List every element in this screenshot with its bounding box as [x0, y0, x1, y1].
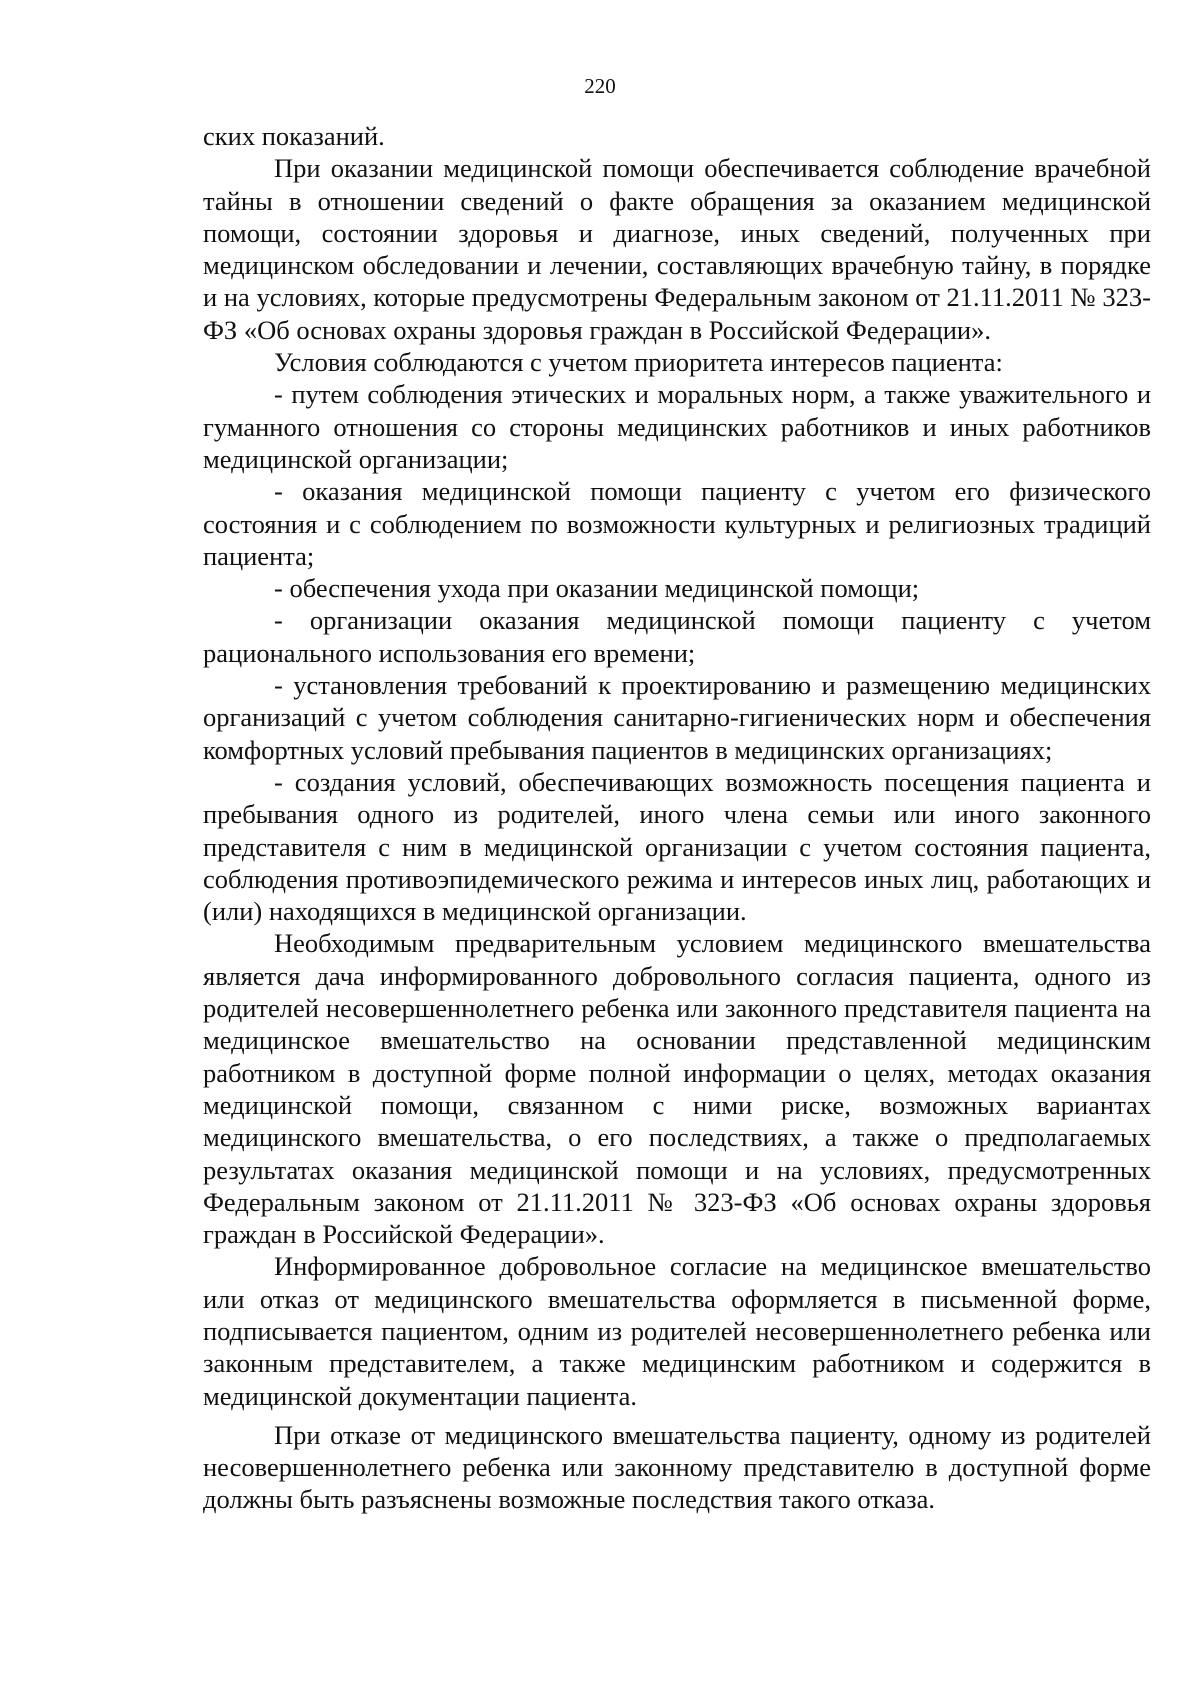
- paragraph-consent-form: Информированное добровольное согласие на медицинское вмешательство или отказ от медицинского вмешательства оформляется в письменной форме, подписывается пациентом, одним из родителей несовершеннолетнего ребенка или законным представителем, а также медицинским работником и содержится в медицинской документации пациента.: [203, 1251, 1151, 1411]
- list-item-design-requirements: - установления требований к проектированию и размещению медицинских организаций с учетом соблюдения санитарно-гигиенических норм и обеспечения комфортных условий пребывания пациентов в медицинских организациях;: [203, 670, 1151, 765]
- paragraph-informed-consent: Необходимым предварительным условием медицинского вмешательства является дача информированного добровольного согласия пациента, одного из родителей несовершеннолетнего ребенка или законного представителя пациента на медицинское вмешательство на основании представленной медицинским работником в доступной форме полной информации о целях, методах оказания медицинской помощи, связанном с ними риске, возможных вариантах медицинского вмешательства, о его последствиях, а также о предполагаемых результатах оказания медицинской помощи и на условиях, предусмотренных Федеральным законом от 21.11.2011 № 323-ФЗ «Об основах охраны здоровья граждан в Российской Федерации».: [203, 928, 1151, 1250]
- list-item-ethics: - путем соблюдения этических и моральных норм, а также уважительного и гуманного отношения со стороны медицинских работников и иных работников медицинской организации;: [203, 379, 1151, 474]
- document-body: [203, 120, 1151, 1516]
- page-number: 220: [584, 74, 616, 98]
- list-item-physical-state: - оказания медицинской помощи пациенту с учетом его физического состояния и с соблюдением по возможности культурных и религиозных традиций пациента;: [203, 476, 1151, 571]
- paragraph-conditions-intro: Условия соблюдаются с учетом приоритета интересов пациента:: [274, 347, 1003, 378]
- list-item-time-use: - организации оказания медицинской помощи пациенту с учетом рационального использования его времени;: [203, 605, 1151, 668]
- paragraph-medical-secrecy: При оказании медицинской помощи обеспечивается соблюдение врачебной тайны в отношении сведений о факте обращения за оказанием медицинской помощи, состоянии здоровья и диагнозе, иных сведений, полученных при медицинском обследовании и лечении, составляющих врачебную тайну, в порядке и на условиях, которые предусмотрены Федеральным законом от 21.11.2011 № 323-ФЗ «Об основах охраны здоровья граждан в Российской Федерации».: [203, 153, 1151, 345]
- paragraph-refusal: При отказе от медицинского вмешательства пациенту, одному из родителей несовершеннолетнего ребенка или законному представителю в доступной форме должны быть разъяснены возможные последствия такого отказа.: [203, 1419, 1151, 1515]
- list-item-care: - обеспечения ухода при оказании медицинской помощи;: [274, 573, 920, 604]
- list-item-visiting-conditions: - создания условий, обеспечивающих возможность посещения пациента и пребывания одного из родителей, иного члена семьи или иного законного представителя с ним в медицинской организации с учетом состояния пациента, соблюдения противоэпидемического режима и интересов иных лиц, работающих и (или) находящихся в медицинской организации.: [203, 766, 1151, 927]
- paragraph-continuation: ских показаний.: [203, 121, 385, 151]
